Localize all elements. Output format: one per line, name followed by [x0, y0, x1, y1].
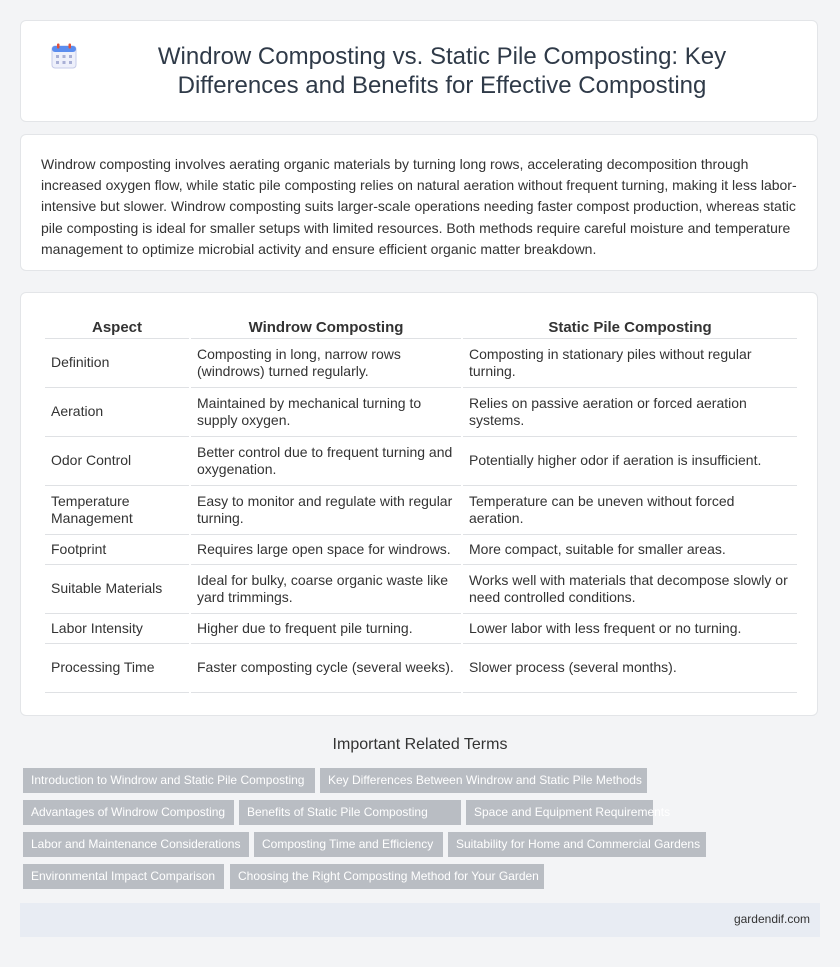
related-term-tag[interactable]: Key Differences Between Windrow and Static Pile Methods — [320, 768, 647, 793]
cell-windrow: Requires large open space for windrows. — [191, 535, 461, 565]
related-terms-heading: Important Related Terms — [332, 736, 508, 753]
cell-windrow: Faster composting cycle (several weeks). — [191, 644, 461, 693]
related-term-tag[interactable]: Benefits of Static Pile Composting — [239, 800, 461, 825]
cell-aspect: Suitable Materials — [45, 565, 189, 614]
footer — [20, 903, 820, 937]
cell-aspect: Processing Time — [45, 644, 189, 693]
header-aspect: Aspect — [45, 313, 189, 339]
cell-windrow: Maintained by mechanical turning to supply oxygen. — [191, 388, 461, 437]
table-row — [45, 614, 797, 644]
table-row — [45, 437, 797, 486]
table-row — [45, 644, 797, 693]
cell-static-pile: Works well with materials that decompose slowly or need controlled conditions. — [463, 565, 797, 614]
cell-aspect: Footprint — [45, 535, 189, 565]
cell-aspect: Temperature Management — [45, 486, 189, 535]
calendar-icon — [51, 43, 77, 69]
header-windrow: Windrow Composting — [191, 313, 461, 339]
cell-static-pile: Temperature can be uneven without forced aeration. — [463, 486, 797, 535]
related-term-tag[interactable]: Introduction to Windrow and Static Pile Composting — [23, 768, 315, 793]
intro-paragraph: Windrow composting involves aerating organic materials by turning long rows, accelerating decomposition through increased oxygen flow, while static pile composting relies on natural aeration without frequent turning, making it less labor-intensive but slower. Windrow composting suits larger-scale operations needing faster compost production, whereas static pile composting is ideal for smaller setups with limited resources. Both methods require careful moisture and temperature management to optimize microbial activity and ensure efficient organic matter breakdown. — [41, 156, 797, 257]
related-term-tag[interactable]: Choosing the Right Composting Method for Your Garden — [230, 864, 544, 889]
table-body — [45, 339, 797, 693]
table-row — [45, 535, 797, 565]
related-term-tag[interactable]: Space and Equipment Requirements — [466, 800, 653, 825]
cell-static-pile: Lower labor with less frequent or no turning. — [463, 614, 797, 644]
cell-static-pile: Composting in stationary piles without regular turning. — [463, 339, 797, 388]
title-wrap — [21, 21, 817, 121]
related-term-tag[interactable]: Labor and Maintenance Considerations — [23, 832, 249, 857]
cell-static-pile: Potentially higher odor if aeration is insufficient. — [463, 437, 797, 486]
table-row — [45, 339, 797, 388]
table-row — [45, 565, 797, 614]
table-header-row — [45, 313, 797, 339]
cell-static-pile: More compact, suitable for smaller areas. — [463, 535, 797, 565]
table-row — [45, 486, 797, 535]
cell-windrow: Higher due to frequent pile turning. — [191, 614, 461, 644]
cell-windrow: Easy to monitor and regulate with regular turning. — [191, 486, 461, 535]
site-name: gardendif.com — [733, 912, 810, 926]
related-term-tag[interactable]: Suitability for Home and Commercial Gardens — [448, 832, 706, 857]
related-term-tag[interactable]: Environmental Impact Comparison — [23, 864, 224, 889]
cell-aspect: Definition — [45, 339, 189, 388]
cell-aspect: Odor Control — [45, 437, 189, 486]
cell-windrow: Ideal for bulky, coarse organic waste like yard trimmings. — [191, 565, 461, 614]
table-row — [45, 388, 797, 437]
intro-card — [20, 134, 818, 271]
cell-static-pile: Slower process (several months). — [463, 644, 797, 693]
related-term-tag[interactable]: Composting Time and Efficiency — [254, 832, 443, 857]
comparison-table-card — [20, 292, 818, 716]
cell-aspect: Labor Intensity — [45, 614, 189, 644]
cell-windrow: Composting in long, narrow rows (windrows) turned regularly. — [191, 339, 461, 388]
cell-static-pile: Relies on passive aeration or forced aeration systems. — [463, 388, 797, 437]
cell-aspect: Aeration — [45, 388, 189, 437]
comparison-table — [43, 313, 799, 693]
header-card — [20, 20, 818, 122]
page-title: Windrow Composting vs. Static Pile Composting: Key Differences and Benefits for Effective Composting — [157, 43, 727, 99]
header-static-pile: Static Pile Composting — [463, 313, 797, 339]
related-term-tag[interactable]: Advantages of Windrow Composting — [23, 800, 234, 825]
cell-windrow: Better control due to frequent turning and oxygenation. — [191, 437, 461, 486]
